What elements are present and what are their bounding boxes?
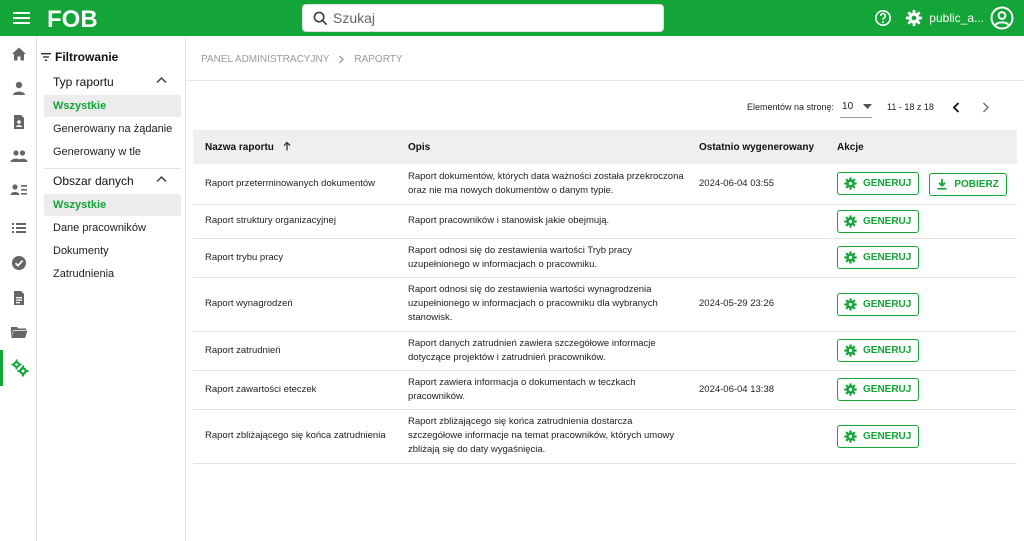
page-range: 11 - 18 z 18 <box>887 102 934 112</box>
report-actions <box>825 331 1017 370</box>
report-name: Raport wynagrodzeń <box>193 277 396 331</box>
gear-icon <box>844 430 857 443</box>
report-actions <box>825 370 1017 409</box>
sort-arrow-up-icon[interactable] <box>283 141 291 151</box>
chevron-right-icon <box>338 55 345 64</box>
rail-item-document[interactable] <box>0 281 37 315</box>
filter-option-background[interactable]: Generowany w tle <box>53 146 142 158</box>
report-description: Raport pracowników i stanowisk jakie obejmują. <box>396 204 686 238</box>
report-description: Raport odnosi się do zestawienia wartości wynagrodzenia uzupełnionego w informacjach o pracowniku dla wybranych stanowisk. <box>396 277 686 331</box>
breadcrumb-admin-panel[interactable]: PANEL ADMINISTRACYJNY <box>201 54 330 65</box>
report-last-generated <box>686 204 825 238</box>
filter-title-text: Filtrowanie <box>55 50 119 64</box>
generate-button[interactable] <box>837 246 919 269</box>
filter-group-data-area <box>44 169 181 285</box>
report-name: Raport zawartości eteczek <box>193 370 396 409</box>
rail-item-check[interactable] <box>0 246 37 280</box>
report-description: Raport zbliżającego się końca zatrudnienia dostarcza szczegółowe informacje na temat pracowników, których umowy zbliżają się do daty wygaśnięcia. <box>396 409 686 463</box>
gear-icon <box>844 344 857 357</box>
report-description: Raport dokumentów, których data ważności została przekroczona oraz nie ma nowych dokumentów o danym typie. <box>396 164 686 204</box>
search-icon <box>313 11 328 26</box>
table-row <box>193 277 1017 331</box>
gear-icon <box>844 251 857 264</box>
report-name: Raport struktury organizacyjnej <box>193 204 396 238</box>
report-last-generated: 2024-06-04 13:38 <box>686 370 825 409</box>
report-description: Raport odnosi się do zestawienia wartości Tryb pracy uzupełnionego w informacjach o pracowniku. <box>396 238 686 277</box>
report-description: Raport danych zatrudnień zawiera szczegółowe informacje dotyczące projektów i zatrudnień pracowników. <box>396 331 686 370</box>
filter-title <box>41 50 118 64</box>
help-icon[interactable] <box>874 9 892 27</box>
column-header-name-text: Nazwa raportu <box>205 142 274 153</box>
gear-icon <box>844 215 857 228</box>
report-description: Raport zawiera informacja o dokumentach w teczkach pracowników. <box>396 370 686 409</box>
folder-icon <box>10 324 28 340</box>
rail-item-settings[interactable] <box>0 350 37 386</box>
logo[interactable] <box>47 4 103 32</box>
gear-icon <box>844 383 857 396</box>
table-header-row <box>193 130 1017 164</box>
report-actions <box>825 409 1017 463</box>
items-per-page-label: Elementów na stronę: <box>747 102 835 112</box>
filter-option-employments[interactable]: Zatrudnienia <box>53 268 115 280</box>
filter-option-employee-data[interactable]: Dane pracowników <box>53 222 146 234</box>
dropdown-arrow-icon <box>863 104 872 109</box>
rail-item-badge[interactable] <box>0 105 37 139</box>
gear-icon <box>844 298 857 311</box>
rail-item-group[interactable] <box>0 139 37 173</box>
report-last-generated <box>686 331 825 370</box>
generate-button-label: GENERUJ <box>863 430 912 442</box>
group-icon <box>10 148 28 164</box>
report-last-generated <box>686 409 825 463</box>
search-box[interactable] <box>302 4 664 32</box>
column-header-actions: Akcje <box>837 141 864 153</box>
generate-button-label: GENERUJ <box>863 215 912 227</box>
menu-icon[interactable] <box>12 9 32 27</box>
filter-group-label: Typ raportu <box>53 75 114 89</box>
filter-option-all[interactable]: Wszystkie <box>44 95 181 117</box>
breadcrumb-reports: RAPORTY <box>354 54 403 65</box>
table-body <box>193 164 1017 463</box>
report-actions <box>825 204 1017 238</box>
report-last-generated <box>686 238 825 277</box>
filter-group-report-type <box>44 70 181 163</box>
document-icon <box>11 290 27 306</box>
filter-group-header[interactable] <box>44 169 181 193</box>
chevron-up-icon[interactable] <box>156 76 167 84</box>
table-row <box>193 409 1017 463</box>
next-page-button[interactable] <box>978 99 994 115</box>
check-circle-icon <box>11 255 27 271</box>
chevron-up-icon[interactable] <box>156 175 167 183</box>
download-button-label: POBIERZ <box>954 178 999 190</box>
column-header-name[interactable] <box>193 130 396 164</box>
report-last-generated: 2024-05-29 23:26 <box>686 277 825 331</box>
table-row <box>193 204 1017 238</box>
top-right-toolbar <box>874 6 1014 30</box>
items-per-page-select[interactable] <box>840 96 872 118</box>
rail-item-folder[interactable] <box>0 315 37 349</box>
download-icon <box>936 178 948 190</box>
generate-button-label: GENERUJ <box>863 178 912 189</box>
table-row <box>193 370 1017 409</box>
person-icon <box>11 80 27 96</box>
report-name: Raport zbliżającego się końca zatrudnienia <box>193 409 396 463</box>
logo-text: FOB <box>47 6 98 32</box>
previous-page-button[interactable] <box>948 99 964 115</box>
list-icon <box>11 220 27 236</box>
settings-cogs-icon <box>11 359 29 377</box>
person-list-icon <box>10 182 28 198</box>
filter-group-label: Obszar danych <box>53 174 134 188</box>
generate-button[interactable] <box>837 378 919 401</box>
user-name[interactable]: public_a... <box>929 11 984 25</box>
reports-table <box>193 130 1017 464</box>
download-button[interactable] <box>929 173 1006 196</box>
rail-item-home[interactable] <box>0 37 37 71</box>
generate-button[interactable] <box>837 293 919 316</box>
report-name: Raport przeterminowanych dokumentów <box>193 164 396 204</box>
generate-button-label: GENERUJ <box>863 298 912 310</box>
search-input[interactable] <box>333 8 653 28</box>
filter-icon <box>41 52 51 62</box>
rail-item-person-list[interactable] <box>0 173 37 207</box>
filter-option-on-demand[interactable]: Generowany na żądanie <box>53 123 173 135</box>
rail-item-list[interactable] <box>0 211 37 245</box>
report-actions <box>825 238 1017 277</box>
nav-rail <box>0 36 37 541</box>
column-header-description: Opis <box>408 141 431 153</box>
column-header-last-generated: Ostatnio wygenerowany <box>699 141 815 153</box>
gear-icon <box>844 177 857 190</box>
chevron-right-icon <box>982 102 990 113</box>
filter-panel <box>37 36 186 541</box>
chevron-left-icon <box>952 102 960 113</box>
account-circle-icon[interactable] <box>990 6 1014 30</box>
breadcrumb <box>201 54 403 65</box>
items-per-page-value: 10 <box>842 101 854 112</box>
badge-icon <box>11 114 27 130</box>
settings-gear-icon[interactable] <box>905 9 923 27</box>
generate-button[interactable] <box>837 425 919 448</box>
generate-button[interactable] <box>837 210 919 233</box>
generate-button[interactable] <box>837 339 919 362</box>
report-actions <box>825 164 1017 204</box>
report-last-generated: 2024-06-04 03:55 <box>686 164 825 204</box>
filter-group-header[interactable] <box>44 70 181 94</box>
table-row <box>193 164 1017 204</box>
breadcrumb-divider <box>186 80 1024 81</box>
filter-option-all[interactable]: Wszystkie <box>44 194 181 216</box>
report-name: Raport zatrudnień <box>193 331 396 370</box>
report-actions <box>825 277 1017 331</box>
top-bar <box>0 0 1024 36</box>
generate-button-label: GENERUJ <box>863 345 912 356</box>
table-row <box>193 238 1017 277</box>
table-row <box>193 331 1017 370</box>
generate-button[interactable] <box>837 172 919 195</box>
filter-option-documents[interactable]: Dokumenty <box>53 245 109 257</box>
paginator <box>747 96 994 118</box>
generate-button-label: GENERUJ <box>863 252 912 263</box>
rail-item-person[interactable] <box>0 71 37 105</box>
generate-button-label: GENERUJ <box>863 384 912 395</box>
home-icon <box>11 46 27 62</box>
report-name: Raport trybu pracy <box>193 238 396 277</box>
